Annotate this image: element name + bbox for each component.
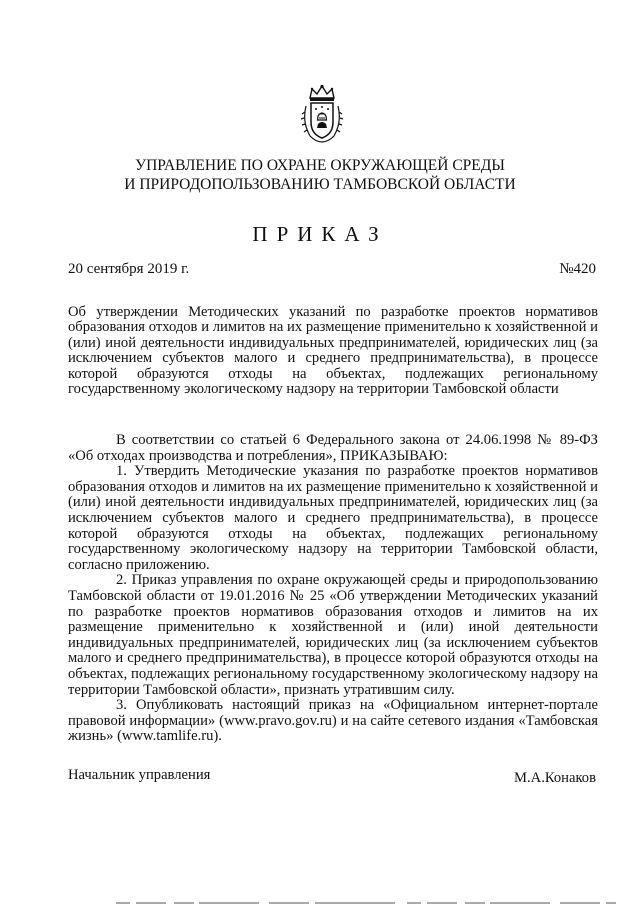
order-item-1: 1. Утвердить Методические указания по разработке проектов нормативов образования отходов и лимитов на их размещение применительно к хозяйственной и (или) иной деятельности индивидуальных предпринимателей, юридических лиц (за исключением субъектов малого и среднего предпринимательства), в процессе которой образуются отходы на объектах, подлежащих региональному государственному экологическому надзору на территории Тамбовской области, согласно приложению. xyxy=(68,463,598,573)
organization-name xyxy=(0,156,640,194)
order-item-3: 3. Опубликовать настоящий приказ на «Официальном интернет-портале правовой информации» (www.pravo.gov.ru) и на сайте сетевого издания «Тамбовская жизнь» (www.tamlife.ru). xyxy=(68,697,598,745)
organization-name-line1: УПРАВЛЕНИЕ ПО ОХРАНЕ ОКРУЖАЮЩЕЙ СРЕДЫ xyxy=(135,157,505,174)
organization-name-line2: И ПРИРОДОПОЛЬЗОВАНИЮ ТАМБОВСКОЙ ОБЛАСТИ xyxy=(124,176,516,193)
order-title: ПРИКАЗ xyxy=(252,222,388,246)
order-number: №420 xyxy=(559,261,596,277)
signatory-position: Начальник управления xyxy=(68,767,211,783)
order-item-2: 2. Приказ управления по охране окружающей среды и природопользованию Тамбовской области от 19.01.2016 № 25 «Об утверждении Методических указаний по разработке проектов нормативов образования отходов и лимитов на их размещение применительно к хозяйственной и (или) иной деятельности индивидуальных предпринимателей, юридических лиц (за исключением субъектов малого и среднего предпринимательства), в процессе которой образуются отходы на объектах, подлежащих региональному государственному экологическому надзору на территории Тамбовской области», признать утратившим силу. xyxy=(68,572,598,698)
order-subject: Об утверждении Методических указаний по разработке проектов нормативов образования отходов и лимитов на их размещение применительно к хозяйственной и (или) иной деятельности индивидуальных предпринимателей, юридических лиц (за исключением субъектов малого и среднего предпринимательства), в процессе которой образуются отходы на объектах, подлежащих региональному государственному экологическому надзору на территории Тамбовской области xyxy=(68,304,598,398)
order-body xyxy=(68,433,598,745)
scan-artifact-line xyxy=(116,891,616,893)
tambov-coat-of-arms-icon xyxy=(300,84,344,144)
signatory-name: М.А.Конаков xyxy=(514,770,596,786)
order-date: 20 сентября 2019 г. xyxy=(68,261,190,277)
order-preamble: В соответствии со статьей 6 Федерального закона от 24.06.1998 № 89-ФЗ «Об отходах производства и потребления», ПРИКАЗЫВАЮ: xyxy=(68,432,598,464)
